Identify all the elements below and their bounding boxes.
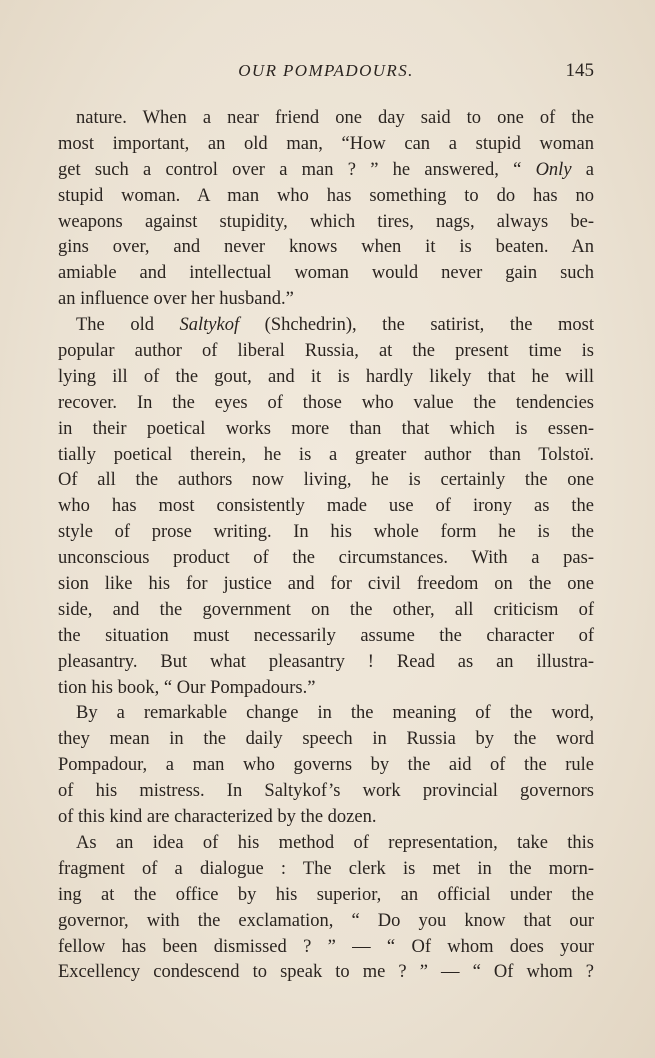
italic-run: Only (535, 159, 572, 180)
text-line (58, 313, 594, 339)
text-line (58, 494, 594, 520)
text-run: pleasantry. But what pleasantry ! Read as an illustra- (58, 651, 594, 672)
text-line (58, 650, 594, 676)
paragraph (58, 106, 594, 313)
text-run: a (571, 159, 594, 180)
text-run: stupid woman. A man who has something to do has no (58, 185, 594, 206)
text-line (58, 339, 594, 365)
text-run: Of all the authors now living, he is certainly the one (58, 470, 594, 491)
text-run: (Shchedrin), the satirist, the most (239, 315, 594, 336)
paragraph (58, 831, 594, 986)
text-run: tially poetical therein, he is a greater author than Tolstoï. (58, 444, 594, 465)
page-number: 145 (565, 60, 594, 81)
text-line (58, 831, 594, 857)
text-line (58, 235, 594, 261)
text-run: get such a control over a man ? ” he answered, “ (58, 159, 536, 180)
text-line (58, 261, 594, 287)
text-run: in their poetical works more than that which is essen- (58, 418, 594, 439)
text-line (58, 106, 594, 132)
text-line (58, 158, 594, 184)
text-line (58, 960, 594, 986)
text-run: amiable and intellectual woman would never gain such (58, 263, 594, 284)
text-run: ing at the office by his superior, an official under the (58, 884, 594, 905)
text-run: Excellency condescend to speak to me ? ” — “ Of whom ? (58, 962, 594, 983)
running-title: OUR POMPADOURS. (238, 61, 414, 80)
text-line (58, 520, 594, 546)
text-line (58, 701, 594, 727)
text-line (58, 883, 594, 909)
text-run: an influence over her husband.” (58, 289, 294, 310)
text-run: As an idea of his method of representation, take this (76, 832, 594, 853)
paragraph (58, 701, 594, 830)
text-run: weapons against stupidity, which tires, nags, always be- (58, 211, 594, 232)
text-run: sion like his for justice and for civil freedom on the one (58, 574, 594, 595)
text-run: tion his book, “ Our Pompadours.” (58, 677, 316, 698)
text-run: Pompadour, a man who governs by the aid of the rule (58, 755, 594, 776)
text-line (58, 546, 594, 572)
text-line (58, 210, 594, 236)
page-header (58, 58, 594, 88)
text-run: most important, an old man, “How can a stupid woman (58, 133, 594, 154)
text-line (58, 598, 594, 624)
text-line (58, 935, 594, 961)
text-line (58, 676, 594, 702)
text-line (58, 468, 594, 494)
text-run: nature. When a near friend one day said to one of the (76, 108, 594, 128)
text-run: side, and the government on the other, all criticism of (58, 599, 594, 620)
text-run: of this kind are characterized by the dozen. (58, 807, 377, 828)
text-line (58, 753, 594, 779)
text-run: style of prose writing. In his whole form he is the (58, 522, 594, 543)
text-line (58, 417, 594, 443)
text-line (58, 365, 594, 391)
text-line (58, 572, 594, 598)
text-run: who has most consistently made use of irony as the (58, 496, 594, 517)
text-run: the situation must necessarily assume the character of (58, 625, 594, 646)
text-run: The old (76, 315, 180, 336)
text-line (58, 805, 594, 831)
text-run: of his mistress. In Saltykof’s work provincial governors (58, 781, 594, 802)
text-line (58, 727, 594, 753)
text-run: By a remarkable change in the meaning of the word, (76, 703, 594, 724)
paragraph (58, 313, 594, 701)
text-line (58, 909, 594, 935)
text-run: fellow has been dismissed ? ” — “ Of whom does your (58, 936, 594, 957)
text-line (58, 624, 594, 650)
text-run: lying ill of the gout, and it is hardly likely that he will (58, 366, 594, 387)
text-run: gins over, and never knows when it is beaten. An (58, 237, 594, 258)
text-run: they mean in the daily speech in Russia by the word (58, 729, 594, 750)
text-run: governor, with the exclamation, “ Do you know that our (58, 910, 594, 931)
text-line (58, 287, 594, 313)
text-run: fragment of a dialogue : The clerk is met in the morn- (58, 858, 594, 879)
text-run: popular author of liberal Russia, at the present time is (58, 341, 594, 362)
text-line (58, 779, 594, 805)
text-line (58, 443, 594, 469)
text-line (58, 132, 594, 158)
body-text (58, 106, 594, 986)
text-line (58, 391, 594, 417)
italic-run: Saltykof (179, 315, 240, 336)
text-line (58, 184, 594, 210)
text-run: unconscious product of the circumstances. With a pas- (58, 548, 594, 569)
text-line (58, 857, 594, 883)
text-run: recover. In the eyes of those who value the tendencies (58, 392, 594, 413)
